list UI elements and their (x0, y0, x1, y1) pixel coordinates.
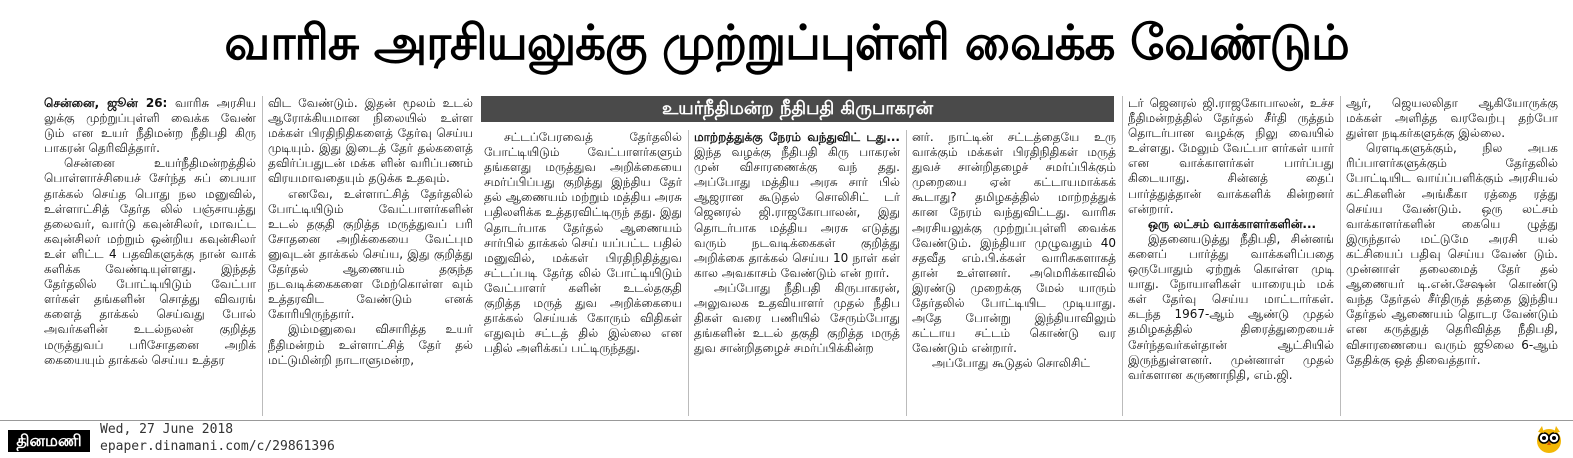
column-paragraph: சென்னை உயர்நீதிமன்றத்தில் பொள்ளாச்சியைச் சேர்ந்த சுப் பையா தாக்கல் செய்த பொது நல மனுவில், உள்ளாட்சித் தேர்த லில் பஞ்சாயத்து தலைவர், வார்டு கவுன்சிலர், மாவட்ட கவுன்சிலர் மற்றும் ஒன்றிய கவுன்சிலர் உள் ளிட்ட 4 பதவிகளுக்கு நான் வாக் களிக்க வேண்டியுள்ளது. இந்தத் தேர்தலில் போட்டியிடும் வேட்பா ளர்கள் தங்களின் சொத்து விவரங் களைத் தாக்கல் செய்வது போல் அவர்களின் உடல்நலன் குறித்த மருத்துவப் பரிசோதனை அறிக் கையையும் தாக்கல் செய்ய உத்தர (44, 156, 256, 367)
column-divider (1340, 96, 1341, 416)
article-column-1 (44, 96, 256, 418)
subsection-heading: ஒரு லட்சம் வாக்காளர்களின்... (1148, 216, 1317, 231)
column-paragraph: டர் ஜெனரல் ஜி.ராஜகோபாலன், உச்ச நீதிமன்றத்தில் தேர்தல் சீர்தி ருத்தம் தொடர்பான வழக்கு நிலு வையில் உள்ளது. மேலும் வேட்பா ளர்கள் யார் என வாக்காளர்கள் பார்ப்பது கிடையாது. சின்னத் தைப் பார்த்துத்தான் வாக்களிக் கின்றனர் என்றார். (1128, 96, 1334, 216)
subheadline: உயர்நீதிமன்ற நீதிபதி கிருபாகரன் (481, 96, 1114, 122)
footer-divider (0, 420, 1573, 421)
lead-text: வாரிசு அரசிய லுக்கு முற்றுப்புள்ளி வைக்க வேண் டும் என உயர் நீதிமன்ற நீதிபதி கிரு பாகரன் தெரிவித்தார். (44, 96, 256, 156)
column-paragraph: னர். நாட்டின் சட்டத்தையே உரு வாக்கும் மக்கள் பிரதிநிதிகள் மருத் துவச் சான்றிதழைச் சமர்ப்பிக்கும் முறையை ஏன் கட்டாயமாக்கக் கூடாது? தமிழகத்தில் மாற்றத்துக் கான நேரம் வந்துவிட்டது. வாரிசு அரசியலுக்கு முற்றுப்புள்ளி வைக்க வேண்டும். இந்தியா முழுவதும் 40 சதவீத எம்.பி.க்கள் வாரிசுகளாகத் தான் உள்ளனர். அமெரிக்காவில் இரண்டு முறைக்கு மேல் யாரும் தேர்தலில் போட்டியிட முடியாது. அதே போன்று இந்தியாவிலும் கட்டாய சட்டம் கொண்டு வர வேண்டும் என்றார். (912, 130, 1116, 356)
footer (0, 420, 1573, 458)
column-paragraph: எனவே, உள்ளாட்சித் தேர்தலில் போட்டியிடும் வேட்பாளர்களின் உடல் தகுதி குறித்த மருத்துவப் பரி சோதனை அறிக்கையை வேட்பும னுவுடன் தாக்கல் செய்ய, இது குறித்து தேர்தல் ஆணையம் தகுந்த நடவடிக்கைகளை மேற்கொள்ள வும் உத்தரவிட வேண்டும் எனக் கோரியிருந்தார். (268, 186, 473, 322)
article-column-3 (484, 130, 682, 418)
dinamani-logo[interactable]: தினமணி (8, 430, 90, 452)
subsection-heading: மாற்றத்துக்கு நேரம் வந்துவிட் டது... (694, 130, 900, 144)
column-paragraph: இதனையடுத்து நீதிபதி, சின்னங் களைப் பார்த்து வாக்களிப்பதை ஒருபோதும் ஏற்றுக் கொள்ள முடி யாது. நோயாளிகள் யாரையும் மக் கள் தேர்வு செய்ய மாட்டார்கள். கடந்த 1967-ஆம் ஆண்டு முதல் தமிழகத்தில் திரைத்துறையைச் சேர்ந்தவர்கள்தான் ஆட்சியில் இருந்துள்ளனர். முன்னாள் முதல் வர்களான கருணாநிதி, எம்.ஜி. (1128, 231, 1334, 382)
owl-icon[interactable] (1534, 424, 1564, 454)
epaper-url[interactable]: epaper.dinamani.com/c/29861396 (100, 439, 335, 454)
column-paragraph: ஆர், ஜெயலலிதா ஆகியோருக்கு மக்கள் அளித்த வரவேற்பு தற்போ துள்ள நடிகர்களுக்கு இல்லை. (1346, 96, 1558, 141)
article-column-2 (268, 96, 473, 418)
column-paragraph: இம்மனுவை விசாரித்த உயர் நீதிமன்றம் உள்ளாட்சித் தேர் தல் மட்டுமின்றி நாடாளுமன்ற, (268, 322, 473, 367)
column-paragraph: ரௌடிகளுக்கும், நில அபக ரிப்பாளர்களுக்கும் தேர்தலில் போட்டியிட வாய்ப்பளிக்கும் அரசியல் கட்சிகளின் அங்கீகா ரத்தை ரத்து செய்ய வேண்டும். ஒரு லட்சம் வாக்காளர்களின் கையெ ழுத்து இருந்தால் மட்டுமே அரசி யல் கட்சியைப் பதிவு செய்ய வேண் டும். முன்னாள் தலைமைத் தேர் தல் ஆணையர் டி.என்.சேஷன் கொண்டு வந்த தேர்தல் சீர்திருத் தத்தை இந்திய தேர்தல் ஆணையம் தொடர வேண்டும் என கருத்துத் தெரிவித்த நீதிபதி, விசாரணையை வரும் ஜூலை 6-ஆம் தேதிக்கு ஒத் திவைத்தார். (1346, 141, 1558, 367)
article-column-5 (912, 130, 1116, 418)
column-divider (906, 130, 907, 416)
headline: வாரிசு அரசியலுக்கு முற்றுப்புள்ளி வைக்க வேண்டும் (224, 15, 1349, 71)
column-paragraph: அப்போது நீதிபதி கிருபாகரன், அலுவலக உதவியாளர் முதல் நீதிப திகள் வரை பணியில் சேரும்போது தங்களின் உடல் தகுதி குறித்த மருத் துவ சான்றிதழைச் சமர்ப்பிக்கின்ற (694, 280, 900, 356)
column-divider (688, 130, 689, 416)
heading-followup-text: இந்த வழக்கு நீதிபதி கிரு பாகரன் முன் விசாரணைக்கு வந் தது. அப்போது மத்திய அரசு சார் பில் ஆஜரான கூடுதல் சொலிசிட் டர் ஜெனரல் ஜி.ராஜகோபாலன், இது தொடர்பாக மத்திய அரசு எடுத்து வரும் நடவடிக்கைகள் குறித்து அறிக்கை தாக்கல் செய்ய 10 நாள் கள் கால அவகாசம் வேண்டும் என் றார். (694, 145, 900, 280)
column-paragraph: சட்டப்பேரவைத் தேர்தலில் போட்டியிடும் வேட்பாளர்களும் தங்களது மருத்துவ அறிக்கையை சமர்ப்பிப்பது குறித்து இந்திய தேர் தல் ஆணையம் மற்றும் மத்திய அரசு பதிலளிக்க உத்தரவிட்டிருந் தது. இது தொடர்பாக தேர்தல் ஆணையம் சார்பில் தாக்கல் செய் யப்பட்ட பதில் மனுவில், மக்கள் பிரதிநிதித்துவ சட்டப்படி தேர்த லில் போட்டியிடும் வேட்பாளர் களின் உடல்தகுதி குறித்த மருத் துவ அறிக்கையை தாக்கல் செய்யக் கோரும் விதிகள் எதுவும் சட்டத் தில் இல்லை என பதில் அளிக்கப் பட்டிருந்தது. (484, 130, 682, 356)
column-divider (1122, 96, 1123, 416)
article-column-6 (1128, 96, 1334, 418)
article-column-7 (1346, 96, 1558, 418)
column-paragraph (694, 130, 900, 281)
column-divider (262, 96, 263, 416)
column-paragraph: விட வேண்டும். இதன் மூலம் உடல் ஆரோக்கியமான நிலையில் உள்ள மக்கள் பிரதிநிதிகளைத் தேர்வு செய்ய முடியும். இது இடைத் தேர் தல்களைத் தவிர்ப்பதுடன் மக்க ளின் வரிப்பணம் விரயமாவதையும் தடுக்க உதவும். (268, 96, 473, 186)
dateline: சென்னை, ஜூன் 26: (44, 96, 168, 110)
column-paragraph (44, 96, 256, 156)
article-column-4 (694, 130, 900, 418)
column-paragraph: அப்போது கூடுதல் சொலிசிட் (932, 356, 1090, 371)
publication-date: Wed, 27 June 2018 (100, 422, 234, 437)
